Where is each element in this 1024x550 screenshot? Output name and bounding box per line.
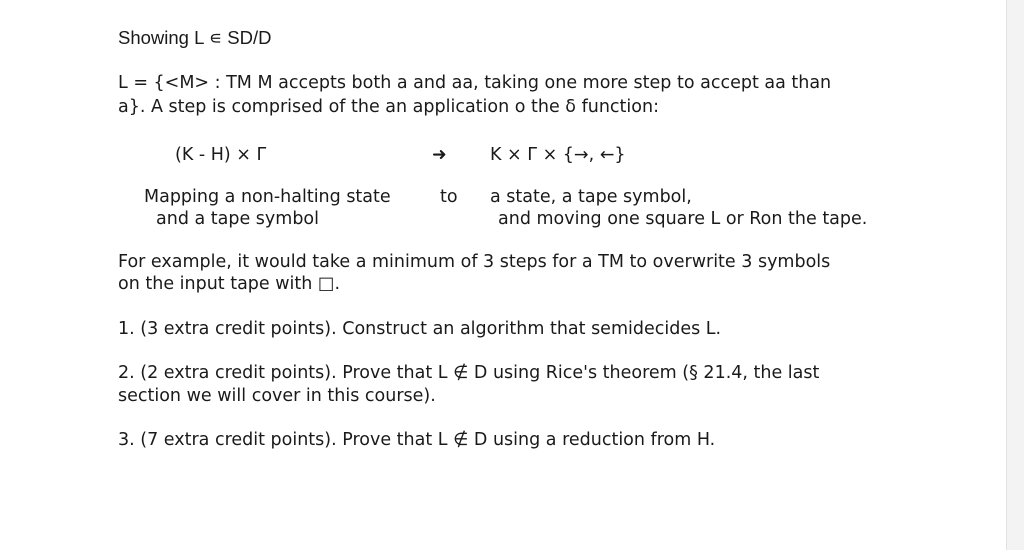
page-edge (1006, 0, 1024, 550)
question-1: 1. (3 extra credit points). Construct an algorithm that semidecides L. (118, 319, 722, 339)
mapping-right-line-2: and moving one square L or Ron the tape. (498, 209, 868, 229)
question-2-line-2: section we will cover in this course). (118, 386, 436, 406)
mapping-left-line-2: and a tape symbol (156, 209, 319, 229)
page-title: Showing L ∊ SD/D (118, 27, 272, 48)
mapping-right-line-1: a state, a tape symbol, (490, 187, 692, 207)
language-definition-line-1: L = {<M> : TM M accepts both a and aa, taking one more step to accept aa than (118, 73, 832, 93)
delta-codomain: K × Γ × {→, ←} (490, 145, 626, 165)
mapping-middle: to (440, 187, 458, 207)
example-line-2: on the input tape with □. (118, 274, 341, 294)
question-2-line-1: 2. (2 extra credit points). Prove that L ∉ D using Rice's theorem (§ 21.4, the last (118, 363, 820, 383)
delta-domain: (K - H) × Γ (175, 145, 267, 165)
mapping-left-line-1: Mapping a non-halting state (144, 187, 391, 207)
question-3: 3. (7 extra credit points). Prove that L ∉ D using a reduction from H. (118, 430, 716, 450)
example-line-1: For example, it would take a minimum of 3 steps for a TM to overwrite 3 symbols (118, 252, 831, 272)
language-definition-line-2: a}. A step is comprised of the an application o the δ function: (118, 97, 659, 117)
right-arrow-icon: ➜ (432, 145, 447, 165)
